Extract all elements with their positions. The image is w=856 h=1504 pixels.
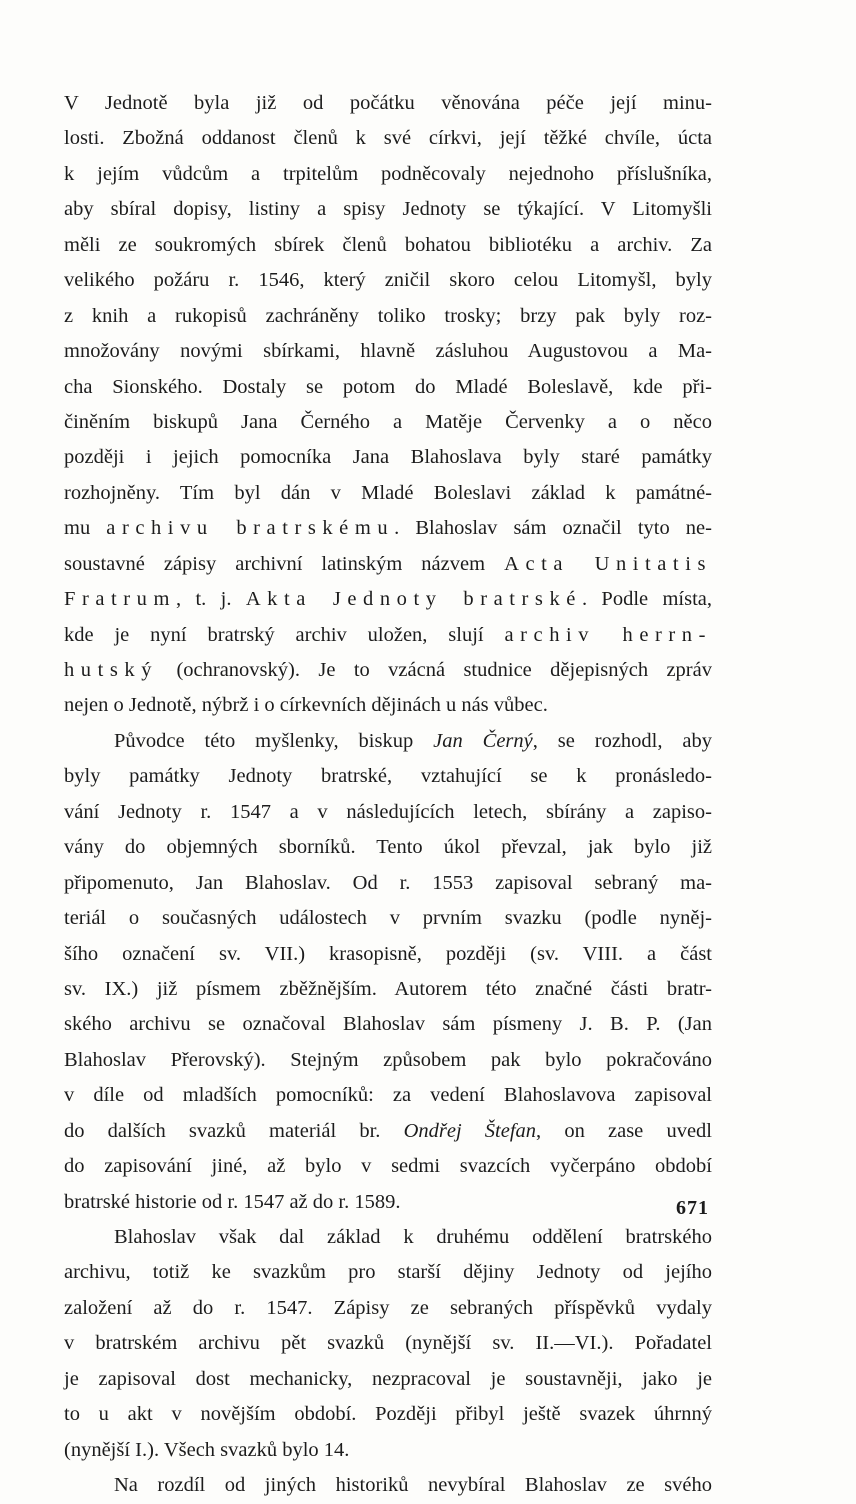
text-line xyxy=(64,866,712,901)
text-segment: měli ze soukromých sbírek členů bohatou bibliotéku a archiv. Za xyxy=(64,233,712,256)
text-segment: šího označení sv. VII.) krasopisně, později (sv. VIII. a část xyxy=(64,942,712,965)
text-line xyxy=(64,901,712,936)
spaced-term: Fratrum xyxy=(64,588,176,611)
text-line xyxy=(64,299,712,334)
text-line xyxy=(64,440,712,475)
text-segment: vání Jednoty r. 1547 a v následujících letech, sbírány a zapiso- xyxy=(64,800,712,823)
spaced-term: Akta Jednoty bratrské xyxy=(245,588,582,611)
text-line xyxy=(64,1114,712,1149)
text-segment: mu xyxy=(64,517,107,540)
text-segment: v bratrském archivu pět svazků (nynější sv. II.—VI.). Pořadatel xyxy=(64,1332,712,1355)
text-segment: činěním biskupů Jana Černého a Matěje Červenky a o něco xyxy=(64,410,712,433)
text-segment: do zapisování jiné, až bylo v sedmi svazcích vyčerpáno období xyxy=(64,1155,712,1178)
text-line xyxy=(64,263,712,298)
spaced-term: Acta Unitatis xyxy=(504,552,712,575)
text-segment: , se rozhodl, aby xyxy=(532,729,713,752)
text-line xyxy=(64,1220,712,1255)
text-line xyxy=(64,476,712,511)
text-line xyxy=(64,511,712,546)
text-line xyxy=(64,582,712,617)
text-line xyxy=(64,157,712,192)
text-segment: V Jednotě byla již od počátku věnována péče její minu- xyxy=(64,92,712,114)
text-line xyxy=(64,86,712,121)
text-segment: Blahoslav Přerovský). Stejným způsobem pak bylo pokračováno xyxy=(64,1048,712,1071)
paragraph xyxy=(64,86,712,724)
text-line xyxy=(64,937,712,972)
italic-name: Ondřej Štefan xyxy=(403,1119,537,1142)
text-line xyxy=(64,192,712,227)
text-segment: k jejím vůdcům a trpitelům podněcovaly nejednoho příslušníka, xyxy=(64,162,712,185)
spaced-term: hutský xyxy=(64,659,159,681)
text-line xyxy=(64,653,712,688)
text-segment: později i jejich pomocníka Jana Blahoslava byly staré památky xyxy=(64,446,712,469)
text-segment: archivu, totiž ke svazkům pro starší dějiny Jednoty od jejího xyxy=(64,1261,712,1284)
text-segment: soustavné zápisy archivní latinským názvem xyxy=(64,552,505,575)
text-line xyxy=(64,1007,712,1042)
text-segment: Původce této myšlenky, biskup xyxy=(114,729,434,752)
text-segment: rozhojněny. Tím byl dán v Mladé Boleslavi základ k památné- xyxy=(64,481,712,504)
page-number: 671 xyxy=(676,1197,709,1219)
text-segment: bratrské historie od r. 1547 až do r. 1589. xyxy=(64,1190,401,1213)
text-line xyxy=(64,228,712,263)
text-segment: , on zase uvedl xyxy=(536,1119,712,1142)
text-segment: (ochranovský). Je to vzácná studnice dějepisných zpráv xyxy=(158,659,712,681)
text-segment: teriál o současných událostech v prvním svazku (podle nyněj- xyxy=(64,907,712,930)
text-line xyxy=(64,759,712,794)
text-line xyxy=(64,795,712,830)
text-line xyxy=(64,724,712,759)
text-line xyxy=(64,121,712,156)
text-line xyxy=(64,1185,712,1220)
text-line xyxy=(64,405,712,440)
text-line xyxy=(64,1362,712,1397)
text-line xyxy=(64,830,712,865)
text-segment: do dalších svazků materiál br. xyxy=(64,1119,404,1142)
text-segment: losti. Zbožná oddanost členů k své církvi, její těžké chvíle, úcta xyxy=(64,127,712,150)
text-line xyxy=(64,1468,712,1503)
text-segment: velikého požáru r. 1546, který zničil skoro celou Litomyšl, byly xyxy=(64,269,712,292)
text-segment: aby sbíral dopisy, listiny a spisy Jednoty se týkající. V Litomyšli xyxy=(64,198,712,221)
text-segment: z knih a rukopisů zachráněny toliko trosky; brzy pak byly roz- xyxy=(64,304,712,327)
text-line xyxy=(64,1255,712,1290)
text-line xyxy=(64,1397,712,1432)
text-segment: ského archivu se označoval Blahoslav sám písmeny J. B. P. (Jan xyxy=(64,1013,712,1036)
text-line xyxy=(64,1326,712,1361)
text-segment: . Podle místa, xyxy=(581,588,713,611)
text-line xyxy=(64,618,712,653)
text-segment: vány do objemných sborníků. Tento úkol převzal, jak bylo již xyxy=(64,836,712,859)
text-segment: množovány novými sbírkami, hlavně zásluhou Augustovou a Ma- xyxy=(64,340,712,363)
text-segment: . Blahoslav sám označil tyto ne- xyxy=(394,517,712,540)
paragraph xyxy=(64,1220,712,1468)
text-segment: Blahoslav však dal základ k druhému oddělení bratrského xyxy=(114,1226,712,1248)
text-segment: nejen o Jednotě, nýbrž i o církevních dějinách u nás vůbec. xyxy=(64,694,548,717)
text-segment: byly památky Jednoty bratrské, vztahující se k pronásledo- xyxy=(64,765,712,788)
paragraph xyxy=(64,724,712,1220)
italic-name: Jan Černý xyxy=(433,729,533,752)
text-segment: kde je nyní bratrský archiv uložen, slují xyxy=(64,623,505,646)
text-segment: to u akt v novějším období. Později přibyl ještě svazek úhrnný xyxy=(64,1403,712,1426)
text-segment: sv. IX.) již písmem zběžnějším. Autorem této značné části bratr- xyxy=(64,977,712,1000)
text-line xyxy=(64,1078,712,1113)
spaced-term: archiv herrn- xyxy=(504,623,712,646)
text-line xyxy=(64,1043,712,1078)
text-segment: založení až do r. 1547. Zápisy ze sebraných příspěvků vydaly xyxy=(64,1296,712,1319)
text-line xyxy=(64,972,712,1007)
text-line xyxy=(64,1291,712,1326)
text-line xyxy=(64,547,712,582)
text-segment: připomenuto, Jan Blahoslav. Od r. 1553 zapisoval sebraný ma- xyxy=(64,871,712,894)
text-line xyxy=(64,1149,712,1184)
text-segment: v díle od mladších pomocníků: za vedení Blahoslavova zapisoval xyxy=(64,1084,712,1107)
text-segment: (nynější I.). Všech svazků bylo 14. xyxy=(64,1438,350,1461)
text-line xyxy=(64,334,712,369)
body-text xyxy=(64,86,712,1504)
text-segment: cha Sionského. Dostaly se potom do Mladé Boleslavě, kde při- xyxy=(64,375,712,398)
spaced-term: archivu bratrskému xyxy=(106,517,395,540)
paragraph xyxy=(64,1468,712,1503)
text-segment: je zapisoval dost mechanicky, nezpracoval je soustavněji, jako je xyxy=(64,1367,712,1390)
text-segment: Na rozdíl od jiných historiků nevybíral Blahoslav ze svého xyxy=(114,1474,712,1497)
text-segment: , t. j. xyxy=(175,588,246,611)
text-line xyxy=(64,688,712,723)
text-line xyxy=(64,1433,712,1468)
text-line xyxy=(64,370,712,405)
